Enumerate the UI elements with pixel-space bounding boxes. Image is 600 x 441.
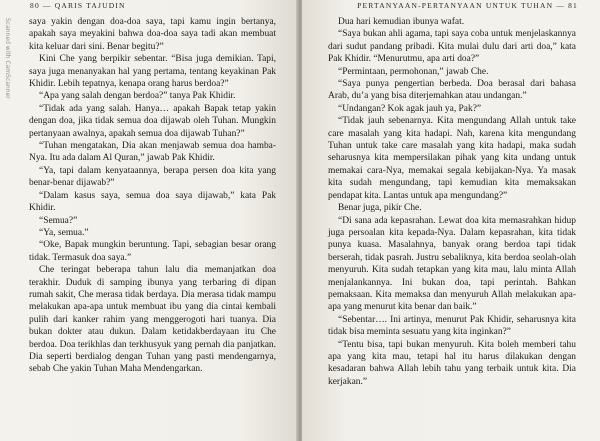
paragraph: “Semua?” [39,215,78,226]
paragraph: saya yakin dengan doa-doa saya, tapi kamu ingin bertanya, apakah saya meyakini bahwa doa-doa saya tadi akan membuat kita keluar dari sini. Benar begitu?” [29,17,276,52]
paragraph: “Tentu bisa, tapi bukan menyuruh. Kita boleh memberi tahu apa yang kita mau, tetapi hal itu harus dilakukan dengan kesadaran bahwa Allah lebih tahu yang terbaik untuk kita. Dia kerjakan.” [328,339,576,387]
right-running-head: PERTANYAAN-PERTANYAAN UNTUK TUHAN — 81 [357,1,578,10]
paragraph: “Di sana ada kepasrahan. Lewat doa kita memasrahkan hidup juga persoalan kita kepada-Nya. Dalam kepasrahan, kita tidak punya kuasa. Masalahnya, banyak orang berdoa tapi tidak berserah, tidak pasrah. Justru sebaliknya, kita berdoa seolah-olah menyuruh. Kita sudah tetapkan yang kita mau, lalu minta Allah menjalankannya. Ini bukan doa, tapi perintah. Bahkan pemaksaan. Kita memaksa dan menyuruh Allah melakukan apa-apa yang menurut kita benar dan baik.” [328,215,576,313]
paragraph: “Sebentar…. Ini artinya, menurut Pak Khidir, seharusnya kita tidak bisa meminta sesuatu yang kita inginkan?” [328,314,576,338]
paragraph: “Dalam kasus saya, semua doa saya dijawab,” kata Pak Khidir. [29,190,276,214]
left-running-head: 80 — QARIS TAJUDIN [30,1,126,10]
right-page [302,0,600,441]
paragraph: “Saya bukan ahli agama, tapi saya coba untuk menjelaskannya dari sudut pandang pribadi. Kita mulai dulu dari arti doa,” kata Pak Khidir. “Menurutmu, apa arti doa?” [328,29,576,65]
watermark-text: Scanned with CamScanner [4,18,11,99]
paragraph: “Apa yang salah dengan berdoa?” tanya Pak Khidir. [39,91,236,102]
paragraph: Kini Che yang berpikir sebentar. “Bisa juga demikian. Tapi, saya juga menanyakan hal yang pertama, tentang keyakinan Pak Khidir. Lebih tepatnya, kenapa orang harus berdoa?” [29,54,276,90]
paragraph: “Tuhan mengatakan, Dia akan menjawab semua doa hamba-Nya. Itu ada dalam Al Quran,” jawab Pak Khidir. [29,141,276,164]
paragraph: “Undangan? Kok agak jauh ya, Pak?” [338,103,482,114]
paragraph: “Permintaan, permohonan,” jawab Che. [338,66,489,77]
paragraph: Dua hari kemudian ibunya wafat. [338,17,465,27]
paragraph: “Oke, Bapak mungkin beruntung. Tapi, sebagian besar orang tidak. Termasuk doa saya.” [29,240,276,263]
paragraph: “Tidak ada yang salah. Hanya… apakah Bapak tetap yakin dengan doa, jika tidak semua doa dijawab oleh Tuhan. Mungkin pertanyaan awalnya, apakah semua doa dijawab Tuhan?” [29,103,276,139]
right-page-body [328,16,576,388]
left-page [0,0,298,441]
scanner-watermark [3,18,12,268]
paragraph: Che teringat beberapa tahun lalu dia memanjatkan doa terakhir. Duduk di samping ibunya yang terbaring di dipan rumah sakit, Che merasa tidak berdaya. Dia merasa tidak mampu melakukan apa-apa untuk membuat ibu yang dia cintai kembali pulih dari kanker rahim yang menggerogoti hari tuanya. Dia bukan dokter atau dukun. Dalam ketidakberdayaan itu Che berdoa. Doa terikhlas dan terkhusyuk yang pernah dia panjatkan. Dia seperti berdialog dengan Tuhan yang pasti mendengarnya, sebab Che yakin Tuhan Maha Mendengarkan. [29,265,276,375]
paragraph: “Ya, tapi dalam kenyataannya, berapa persen doa kita yang benar-benar dijawab?” [29,165,276,189]
paragraph: “Tidak jauh sebenarnya. Kita mengundang Allah untuk take care masalah yang kita hadapi. Nah, karena kita mengundang Tuhan untuk take care masalah yang kita hadapi, maka sudah seharusnya kita mempersilakan pihak yang kita undang untuk memakai cara-Nya, memakai segala kebijakan-Nya. Ya masak kita sudah mengundang, tapi kemudian kita memaksakan pendapat kita. Lantas untuk apa mengundang?” [328,116,576,201]
paragraph: Benar juga, pikir Che. [338,203,422,214]
paragraph: “Ya, semua.” [39,227,89,238]
paragraph: “Saya punya pengertian berbeda. Doa berasal dari bahasa Arab, du’a yang bisa diterjemahkan atau undangan.” [328,79,576,102]
left-page-body [29,16,276,376]
